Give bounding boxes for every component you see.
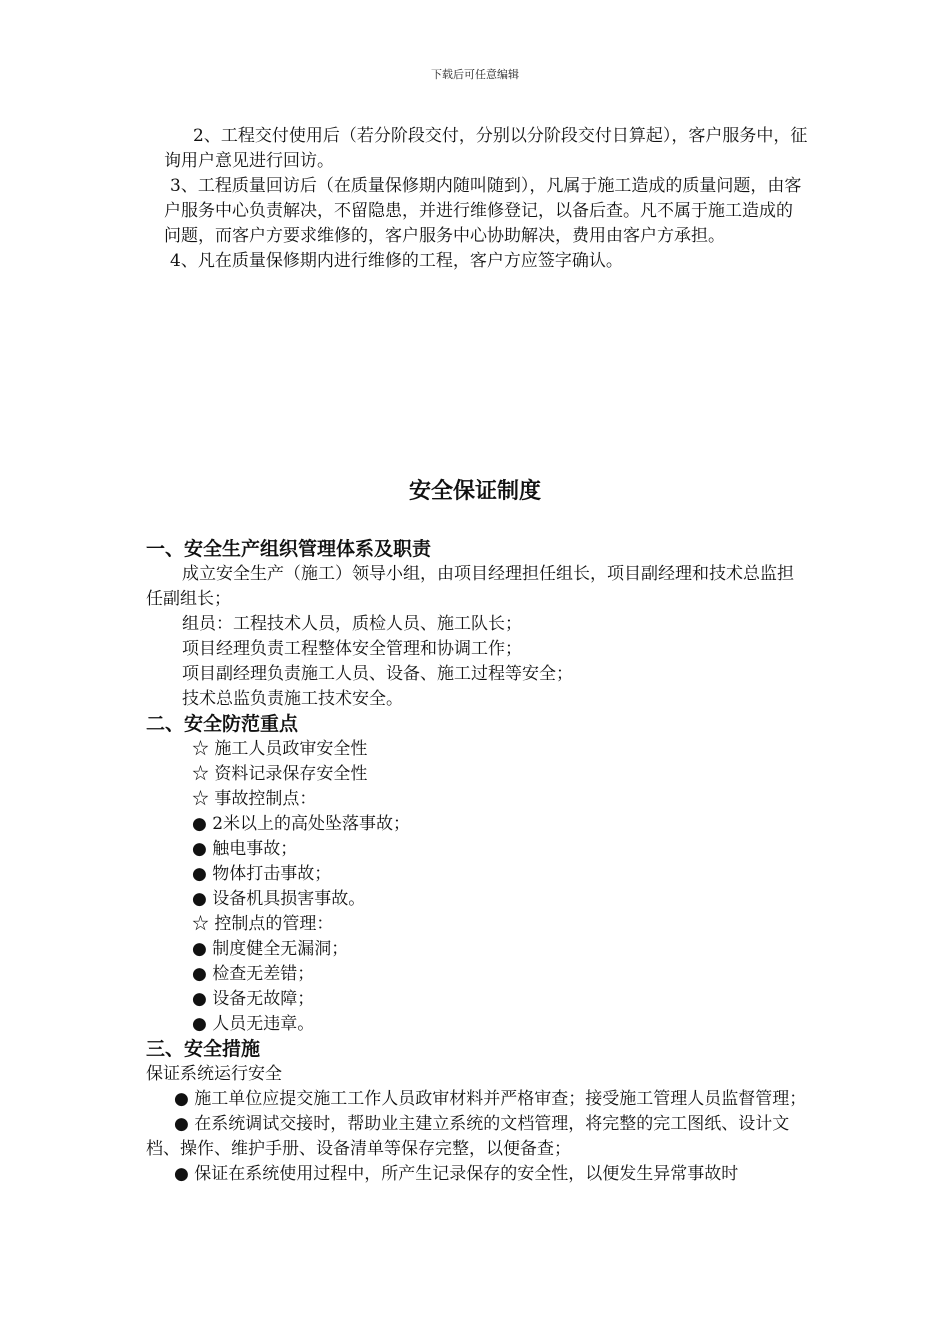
section-heading: 二、安全防范重点 <box>146 713 299 735</box>
list-item: ● 物体打击事故； <box>192 864 332 884</box>
warranty-section <box>164 124 809 274</box>
list-item: ● 在系统调试交接时，帮助业主建立系统的文档管理，将完整的完工图纸、设计文档、操作、维护手册、设备清单等保存完整，以便备查； <box>146 1114 790 1159</box>
list-item: ● 施工单位应提交施工工作人员政审材料并严格审查；接受施工管理人员监督管理； <box>174 1089 807 1109</box>
paragraph: 2、工程交付使用后（若分阶段交付，分别以分阶段交付日算起），客户服务中，征询用户意见进行回访。 <box>164 126 808 171</box>
list-item: ● 保证在系统使用过程中，所产生记录保存的安全性，以便发生异常事故时 <box>174 1164 739 1184</box>
paragraph: 技术总监负责施工技术安全。 <box>182 689 403 709</box>
paragraph: 成立安全生产（施工）领导小组，由项目经理担任组长，项目副经理和技术总监担任副组长； <box>146 564 794 609</box>
subheading: 保证系统运行安全 <box>146 1064 282 1084</box>
paragraph: 项目经理负责工程整体安全管理和协调工作； <box>182 639 522 659</box>
section-heading: 三、安全措施 <box>146 1038 261 1060</box>
list-item: ☆ 资料记录保存安全性 <box>192 764 368 784</box>
paragraph: 3、工程质量回访后（在质量保修期内随叫随到），凡属于施工造成的质量问题，由客户服务中心负责解决，不留隐患，并进行维修登记，以备后查。凡不属于施工造成的问题，而客户方要求维修的，客户服务中心协助解决，费用由客户方承担。 <box>164 176 802 246</box>
list-item: ☆ 施工人员政审安全性 <box>192 739 368 759</box>
paragraph: 4、凡在质量保修期内进行维修的工程，客户方应签字确认。 <box>170 251 623 271</box>
document-title: 安全保证制度 <box>408 479 541 504</box>
list-item: ● 触电事故； <box>192 839 298 859</box>
list-item: ☆ 控制点的管理： <box>192 914 334 934</box>
list-item: ● 检查无差错； <box>192 964 315 984</box>
paragraph: 组员：工程技术人员，质检人员、施工队长； <box>182 614 522 634</box>
section-heading: 一、安全生产组织管理体系及职责 <box>146 538 432 560</box>
list-item: ● 2米以上的高处坠落事故； <box>192 814 411 834</box>
list-item: ● 制度健全无漏洞； <box>192 939 349 959</box>
page-header: 下载后可任意编辑 <box>431 68 519 81</box>
list-item: ● 人员无违章。 <box>192 1014 315 1034</box>
list-item: ● 设备无故障； <box>192 989 315 1009</box>
list-item: ● 设备机具损害事故。 <box>192 889 366 909</box>
paragraph: 项目副经理负责施工人员、设备、施工过程等安全； <box>182 664 573 684</box>
safety-body <box>146 537 810 1187</box>
list-item: ☆ 事故控制点： <box>192 789 317 809</box>
